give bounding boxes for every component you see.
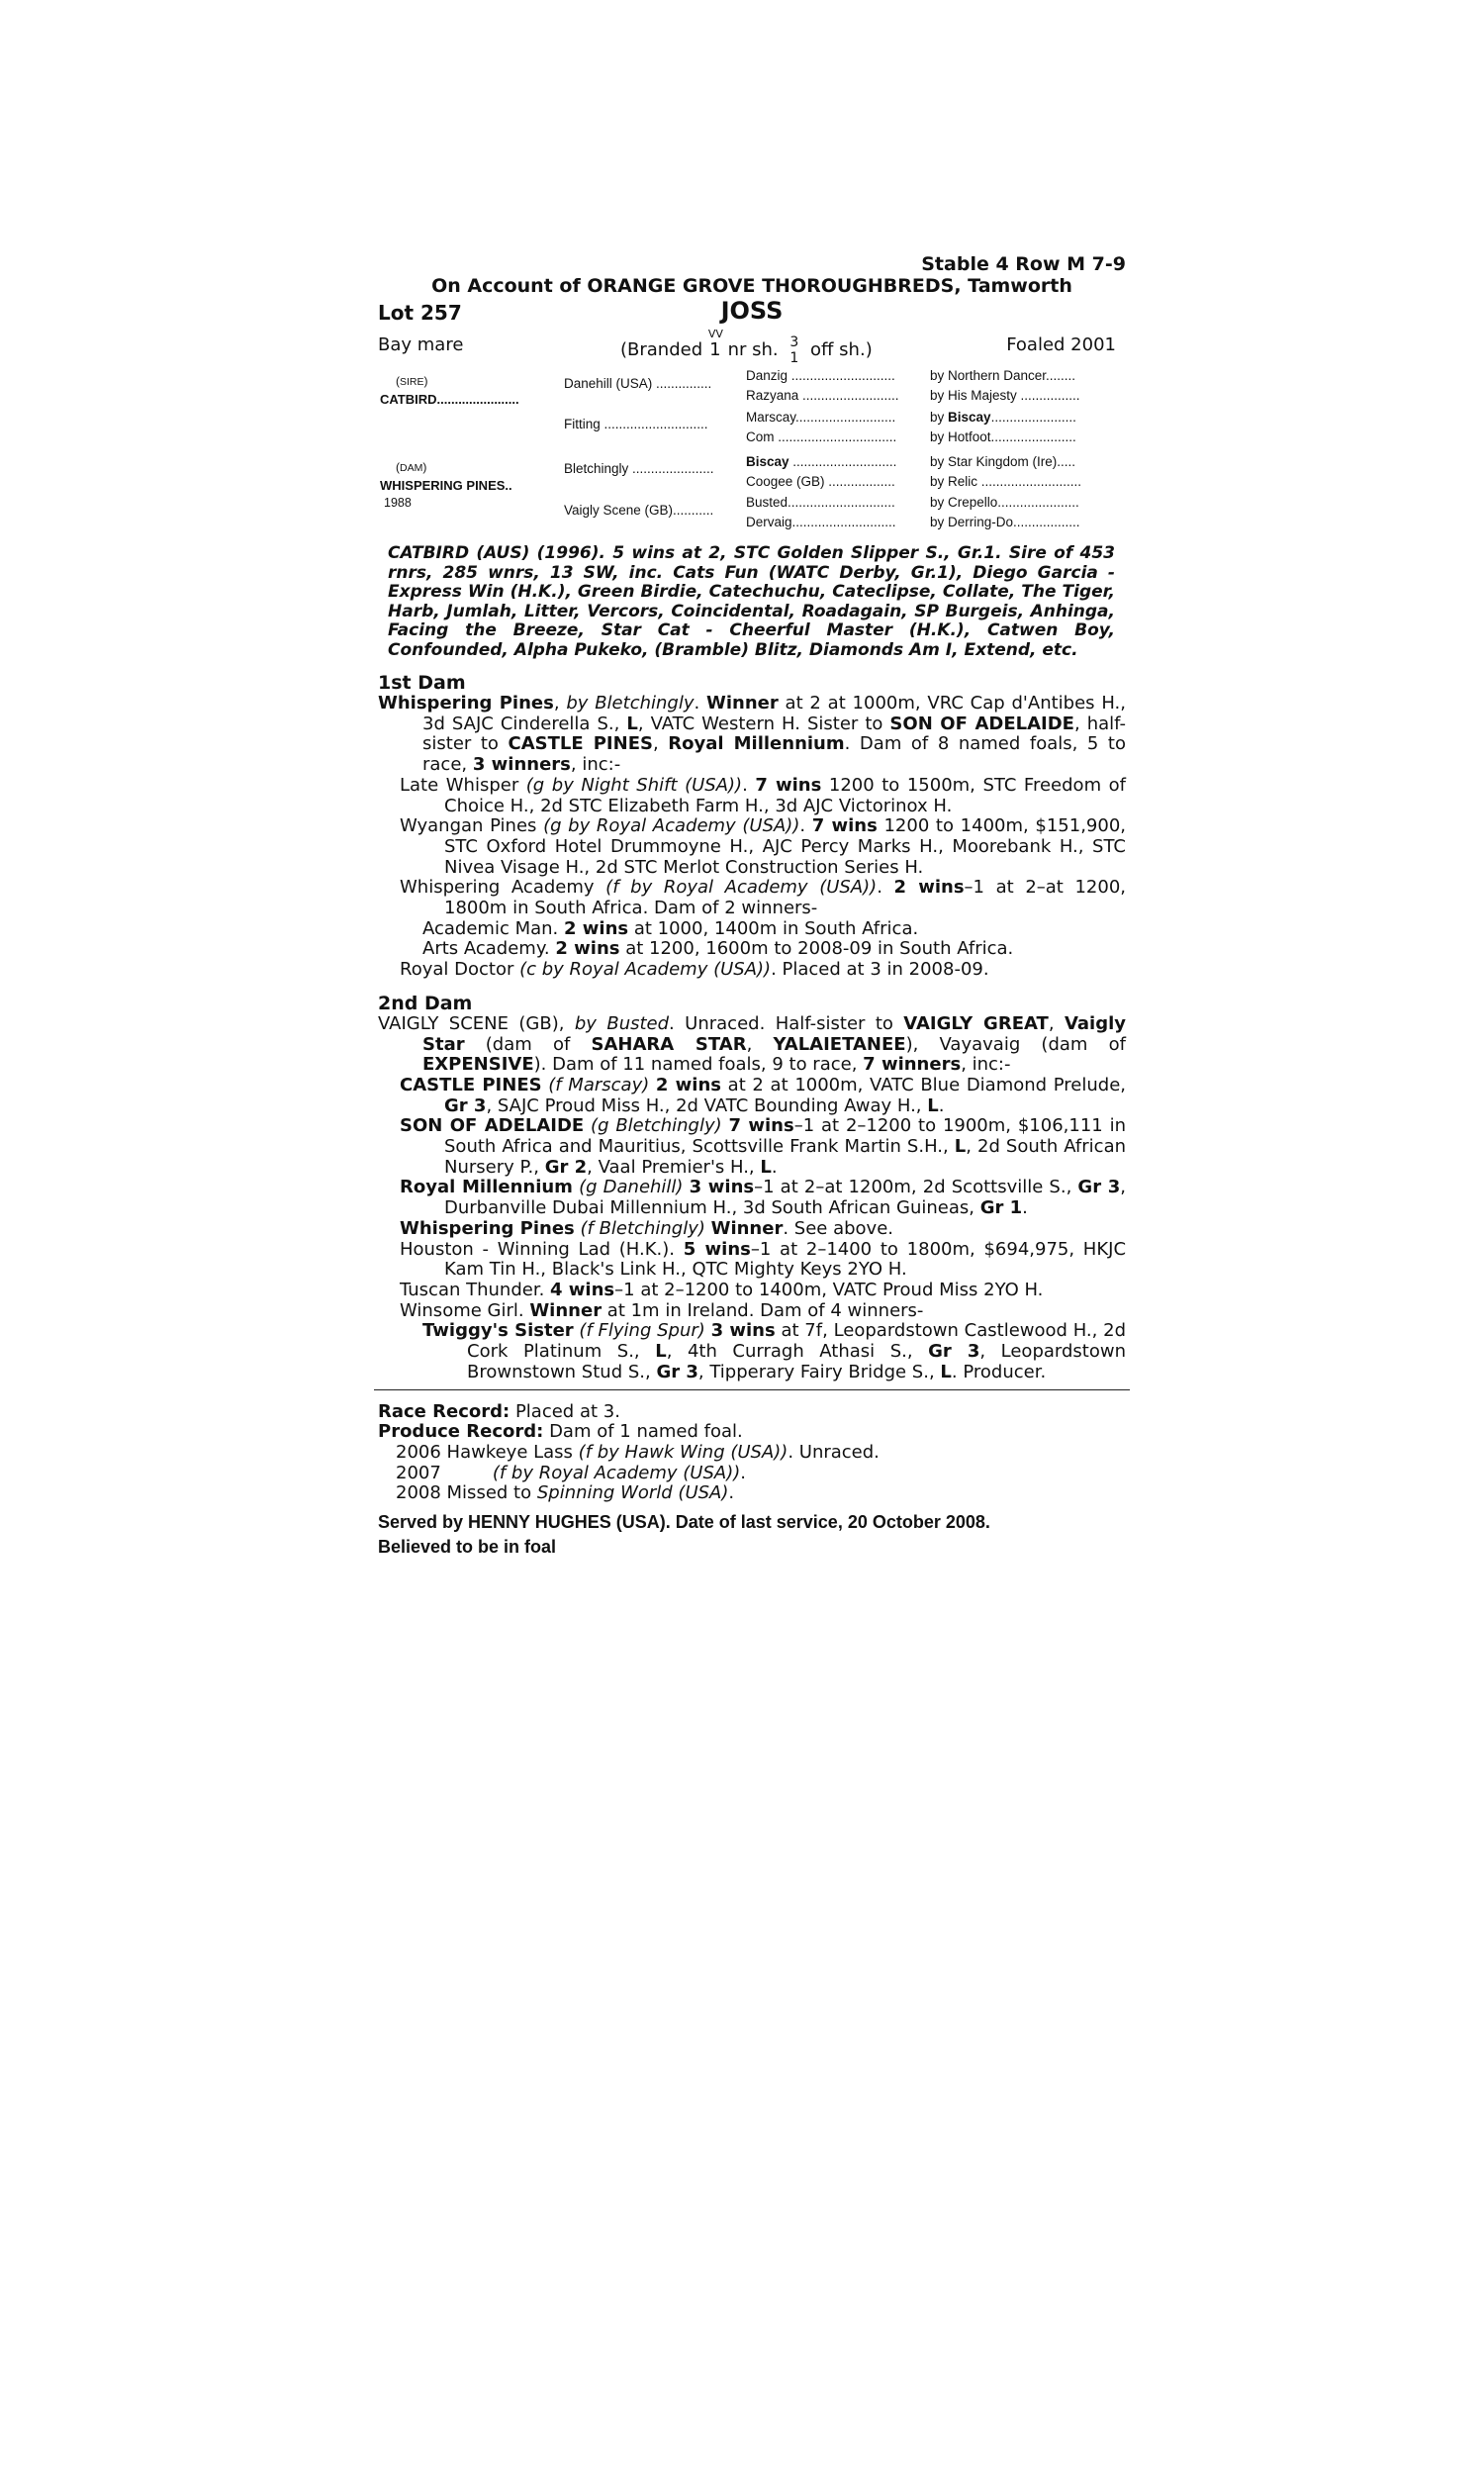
son-grade: Gr 2 (544, 1156, 588, 1178)
brand-prefix: (Branded (620, 339, 703, 360)
wp-rest: . See above. (783, 1217, 893, 1239)
tuscan-rest: –1 at 2–1200 to 1400m, VATC Proud Miss 2YO H. (614, 1279, 1044, 1300)
progeny-arts-academy (422, 939, 1126, 960)
fd-t3: , VATC Western H. Sister to (637, 713, 890, 734)
second-dam-heading: 2nd Dam (378, 992, 473, 1014)
brand-description (620, 328, 873, 366)
twiggy-t4: , Tipperary Fairy Bridge S., (697, 1361, 941, 1382)
royal-grade-1: Gr 1 (979, 1197, 1023, 1219)
son-t3: , Vaal Premier's H., (587, 1156, 761, 1178)
late-whisper-by: (g by Night Shift (USA)) (525, 774, 743, 796)
produce-2007-year: 2007 (396, 1462, 441, 1483)
castle-by: (f Marscay) (541, 1074, 656, 1095)
pedigree-sdss-pre: by (930, 410, 949, 425)
castle-name: CASTLE PINES (400, 1074, 542, 1095)
twiggy-listed-2: L (940, 1361, 952, 1382)
first-dam-name: Whispering Pines (378, 693, 554, 714)
horse-details-row (378, 327, 1126, 366)
twiggy-by: (f Flying Spur) (573, 1320, 711, 1342)
son-name: SON OF ADELAIDE (400, 1115, 585, 1137)
produce-2008-by: Spinning World (USA) (536, 1482, 729, 1504)
fd-castle-pines: CASTLE PINES (508, 733, 653, 755)
pedigree-sdss-name: Biscay (948, 410, 991, 425)
royal-wins: 3 wins (689, 1177, 755, 1198)
dam-tag-close: ) (422, 460, 427, 474)
second-dam-name: VAIGLY SCENE (GB), (378, 1012, 575, 1034)
arts-rest: at 1200, 1600m to 2008-09 in South Africa. (619, 938, 1014, 960)
progeny-houston (400, 1240, 1126, 1281)
doctor-name: Royal Doctor (400, 959, 520, 981)
brand-symbol-mark: VV (707, 328, 723, 340)
dam-tag-text: DAM (400, 462, 423, 474)
doctor-by: (c by Royal Academy (USA)) (519, 959, 772, 981)
twiggy-t3: , Leopardstown Brownstown Stud S., (467, 1341, 1126, 1382)
produce-2006-text: 2006 Hawkeye Lass (396, 1441, 579, 1463)
first-dam-heading: 1st Dam (378, 672, 466, 694)
sd-t2: , (1048, 1012, 1065, 1034)
winsome-rest: at 1m in Ireland. Dam of 4 winners- (602, 1299, 924, 1321)
late-whisper-dot: . (742, 774, 756, 796)
winsome-name: Winsome Girl. (400, 1299, 530, 1321)
produce-2007-rest: . (740, 1462, 746, 1483)
royal-end: . (1022, 1197, 1028, 1219)
progeny-tuscan-thunder (400, 1281, 1126, 1301)
twiggy-listed: L (655, 1341, 667, 1363)
twiggy-wins: 3 wins (710, 1320, 776, 1342)
pedigree-sdd: Com ................................ (746, 429, 897, 444)
arts-name: Arts Academy. (422, 938, 556, 960)
twiggy-t2: , 4th Curragh Athasi S., (666, 1341, 929, 1363)
sd-t4: , (746, 1033, 774, 1055)
second-dam-paragraph (378, 1014, 1126, 1076)
pedigree-dss-name: Biscay (746, 454, 789, 469)
progeny-royal-millennium (400, 1178, 1126, 1218)
castle-wins: 2 wins (655, 1074, 721, 1095)
sd-yalaietanee: YALAIETANEE (773, 1033, 906, 1055)
wyangan-by: (g by Royal Academy (USA)) (543, 815, 800, 837)
progeny-wyangan-pines (400, 816, 1126, 878)
pedigree-ddsd: by Derring-Do.................. (930, 515, 1080, 529)
sire-name: CATBIRD....................... (380, 392, 519, 407)
pedigree-dsss: by Star Kingdom (Ire)..... (930, 454, 1076, 469)
progeny-twiggys-sister (422, 1321, 1126, 1382)
pedigree-sdss (930, 410, 1076, 425)
son-t2: , 2d South African Nursery P., (444, 1136, 1127, 1178)
produce-2008 (378, 1483, 1126, 1504)
castle-end: . (938, 1094, 945, 1116)
progeny-late-whisper (400, 776, 1126, 816)
brand-fraction-bottom: 1 (789, 350, 799, 366)
fd-t4: , half-sister to (422, 713, 1127, 755)
wyangan-name: Wyangan Pines (400, 815, 544, 837)
catalogue-page (378, 253, 1126, 1560)
pedigree-dam-sire: Bletchingly ...................... (564, 461, 714, 476)
produce-2008-text: 2008 Missed to (396, 1482, 537, 1504)
wp-winner: Winner (710, 1217, 784, 1239)
late-whisper-wins: 7 wins (755, 774, 822, 796)
late-whisper-rest: 1200 to 1500m, STC Freedom of Choice H., 2d STC Elizabeth Farm H., 3d AJC Victorinox H. (444, 774, 1127, 816)
houston-name: Houston - Winning Lad (H.K.). (400, 1238, 684, 1260)
castle-t2: , SAJC Proud Miss H., 2d VATC Bounding Away H., (486, 1094, 928, 1116)
produce-2006-rest: . Unraced. (788, 1441, 880, 1463)
produce-record (378, 1422, 1126, 1443)
academy-wins: 2 wins (893, 877, 965, 899)
produce-2006 (378, 1443, 1126, 1464)
progeny-academic-man (422, 919, 1126, 940)
pedigree-sire-sire: Danehill (USA) ............... (564, 376, 712, 391)
produce-2007 (378, 1464, 1126, 1484)
sire-summary: CATBIRD (AUS) (1996). 5 wins at 2, STC Golden Slipper S., Gr.1. Sire of 453 rnrs, 285 wnrs, 13 SW, inc. Cats Fun (WATC Derby, Gr.1), Diego Garcia - Express Win (H.K.), Green Birdie, Catechuchu, Cateclipse, Collate, The Tiger, Harb, Jumlah, Litter, Vercors, Coincidental, Roadagain, SP Burgeis, Anhinga, Facing the Breeze, Star Cat - Cheerful Master (H.K.), Catwen Boy, Confounded, Alpha Pukeko, (Bramble) Blitz, Diamonds Am I, Extend, etc. (388, 543, 1115, 660)
academic-name: Academic Man. (422, 917, 564, 939)
produce-2006-by: (f by Hawk Wing (USA)) (578, 1441, 788, 1463)
horse-sex: Bay mare (378, 334, 464, 355)
brand-symbol (707, 328, 723, 360)
castle-t1: at 2 at 1000m, VATC Blue Diamond Prelude, (721, 1074, 1127, 1095)
sd-t5: ), Vayavaig (dam of (905, 1033, 1126, 1055)
lot-row (378, 297, 1126, 327)
brand-middle: nr sh. (727, 339, 779, 360)
houston-wins: 5 wins (683, 1238, 751, 1260)
tuscan-name: Tuscan Thunder. (400, 1279, 551, 1300)
dam-tag (396, 460, 426, 474)
vendor-account: On Account of ORANGE GROVE THOROUGHBREDS, Tamworth (431, 275, 1072, 297)
progeny-castle-pines (400, 1076, 1126, 1116)
comma-sep: , (553, 693, 567, 714)
twiggy-grade-2: Gr 3 (656, 1361, 698, 1382)
royal-t1: –1 at 2–at 1200m, 2d Scottsville S., (754, 1177, 1078, 1198)
late-whisper-name: Late Whisper (400, 774, 526, 796)
fd-t6: . Dam of 8 named foals, 5 to race, (422, 733, 1126, 776)
academy-dot: . (877, 877, 894, 899)
pedigree-ssss: by Northern Dancer........ (930, 368, 1076, 383)
dam-tag-open: ( (396, 460, 400, 474)
arts-wins: 2 wins (555, 938, 620, 960)
brand-symbol-digit: 1 (709, 339, 721, 360)
fd-son-of-adelaide: SON OF ADELAIDE (889, 713, 1074, 734)
pedigree-dam-dam: Vaigly Scene (GB)........... (564, 503, 714, 518)
twiggy-end: . Producer. (951, 1361, 1047, 1382)
produce-record-value: Dam of 1 named foal. (543, 1421, 743, 1443)
pedigree-sssd: by His Majesty ................ (930, 388, 1080, 403)
son-listed-2: L (760, 1156, 772, 1178)
sire-tag-text: SIRE (400, 376, 424, 388)
pedigree-sds: Marscay........................... (746, 410, 896, 425)
doctor-rest: . Placed at 3 in 2008-09. (771, 959, 989, 981)
fd-listed: L (626, 713, 638, 734)
academy-name: Whispering Academy (400, 877, 606, 899)
sd-t3: (dam of (464, 1033, 592, 1055)
stable-location: Stable 4 Row M 7-9 (921, 253, 1126, 275)
race-record (378, 1402, 1126, 1423)
fd-t1: . (694, 693, 707, 714)
progeny-son-of-adelaide (400, 1116, 1126, 1178)
first-dam-sire: by Bletchingly (566, 693, 695, 714)
castle-listed: L (927, 1094, 939, 1116)
pedigree-table (378, 366, 1126, 529)
son-listed: L (954, 1136, 967, 1158)
royal-name: Royal Millennium (400, 1177, 573, 1198)
fd-winner: Winner (706, 693, 779, 714)
sd-vaigly-great: VAIGLY GREAT (903, 1012, 1049, 1034)
pedigree-ddd: Dervaig............................ (746, 515, 896, 529)
academy-rest: –1 at 2–at 1200, 1800m in South Africa. Dam of 2 winners- (444, 877, 1127, 919)
tuscan-wins: 4 wins (550, 1279, 615, 1300)
pedigree-dss (746, 454, 896, 469)
twiggy-name: Twiggy's Sister (422, 1320, 574, 1342)
sd-t7: , inc:- (961, 1054, 1011, 1076)
race-record-value: Placed at 3. (510, 1400, 620, 1422)
lot-number: Lot 257 (378, 301, 462, 325)
sd-vaigly-star: Vaigly Star (422, 1012, 1127, 1055)
brand-fraction-top: 3 (789, 334, 799, 350)
pedigree-sdsd: by Hotfoot....................... (930, 429, 1076, 444)
produce-2007-by: (f by Royal Academy (USA)) (492, 1462, 741, 1483)
twiggy-grade: Gr 3 (928, 1341, 980, 1363)
progeny-royal-doctor (400, 960, 1126, 981)
royal-by: (g Danehill) (572, 1177, 690, 1198)
royal-grade: Gr 3 (1077, 1177, 1121, 1198)
sd-winners: 7 winners (863, 1054, 962, 1076)
pedigree-dsd: Coogee (GB) .................. (746, 474, 895, 489)
race-record-label: Race Record: (378, 1400, 510, 1422)
sd-expensive: EXPENSIVE (422, 1054, 534, 1076)
progeny-whispering-pines (400, 1219, 1126, 1240)
sd-sahara-star: SAHARA STAR (591, 1033, 747, 1055)
houston-rest: –1 at 2–1400 to 1800m, $694,975, HKJC Kam Tin H., Black's Link H., QTC Mighty Keys 2YO H. (444, 1238, 1127, 1281)
produce-2008-rest: . (728, 1482, 735, 1504)
winsome-winner: Winner (529, 1299, 603, 1321)
pedigree-sire-dam: Fitting ............................ (564, 417, 708, 431)
produce-record-label: Produce Record: (378, 1421, 544, 1443)
foaled-year: Foaled 2001 (1006, 334, 1116, 355)
sire-tag (396, 374, 428, 388)
brand-fraction (789, 334, 798, 366)
pedigree-sss: Danzig ............................ (746, 368, 895, 383)
progeny-winsome-girl (400, 1301, 1126, 1322)
fd-royal-millennium: Royal Millennium (668, 733, 845, 755)
fd-winners: 3 winners (472, 754, 571, 776)
son-by: (g Bletchingly) (584, 1115, 729, 1137)
service-note: Served by HENNY HUGHES (USA). Date of last service, 20 October 2008. (378, 1512, 990, 1533)
academy-by: (f by Royal Academy (USA)) (605, 877, 878, 899)
pedigree-dssd: by Relic ........................... (930, 474, 1082, 489)
fd-t7: , inc:- (570, 754, 621, 776)
wyangan-dot: . (799, 815, 812, 837)
sire-tag-open: ( (396, 374, 400, 388)
pedigree-dss-dots: ............................ (788, 454, 897, 469)
pedigree-dds: Busted............................. (746, 495, 895, 510)
academic-rest: at 1000, 1400m in South Africa. (628, 917, 919, 939)
pedigree-sdss-dots: ....................... (990, 410, 1076, 425)
wp-by: (f Bletchingly) (574, 1217, 711, 1239)
son-wins: 7 wins (728, 1115, 794, 1137)
brand-suffix: off sh.) (810, 339, 873, 360)
royal-t2: , Durbanville Dubai Millennium H., 3d South African Guineas, (444, 1177, 1126, 1219)
son-t1: –1 at 2–1200 to 1900m, $106,111 in South Africa and Mauritius, Scottsville Frank Martin S.H., (444, 1115, 1126, 1158)
castle-grade: Gr 3 (444, 1094, 487, 1116)
sire-tag-close: ) (423, 374, 428, 388)
sd-t6: ). Dam of 11 named foals, 9 to race, (533, 1054, 864, 1076)
dam-year: 1988 (384, 496, 412, 510)
in-foal-note: Believed to be in foal (378, 1537, 557, 1558)
fd-t5: , (652, 733, 669, 755)
wp-name: Whispering Pines (400, 1217, 575, 1239)
pedigree-ssd: Razyana .......................... (746, 388, 899, 403)
section-divider (374, 1389, 1130, 1390)
progeny-whispering-academy (400, 878, 1126, 918)
wyangan-rest: 1200 to 1400m, $151,900, STC Oxford Hotel Drummoyne H., AJC Percy Marks H., Moorebank H., STC Nivea Visage H., 2d STC Merlot Construction Series H. (444, 815, 1126, 878)
horse-name: JOSS (720, 297, 784, 325)
son-end: . (771, 1156, 778, 1178)
sd-t1: . Unraced. Half-sister to (669, 1012, 904, 1034)
wyangan-wins: 7 wins (811, 815, 878, 837)
first-dam-paragraph (378, 694, 1126, 776)
pedigree-ddss: by Crepello...................... (930, 495, 1079, 510)
second-dam-sire: by Busted (574, 1012, 670, 1034)
dam-name: WHISPERING PINES.. (380, 478, 512, 493)
fd-t2: at 2 at 1000m, VRC Cap d'Antibes H., 3d SAJC Cinderella S., (422, 693, 1126, 734)
twiggy-t1: at 7f, Leopardstown Castlewood H., 2d Cork Platinum S., (467, 1320, 1126, 1363)
academic-wins: 2 wins (564, 917, 629, 939)
